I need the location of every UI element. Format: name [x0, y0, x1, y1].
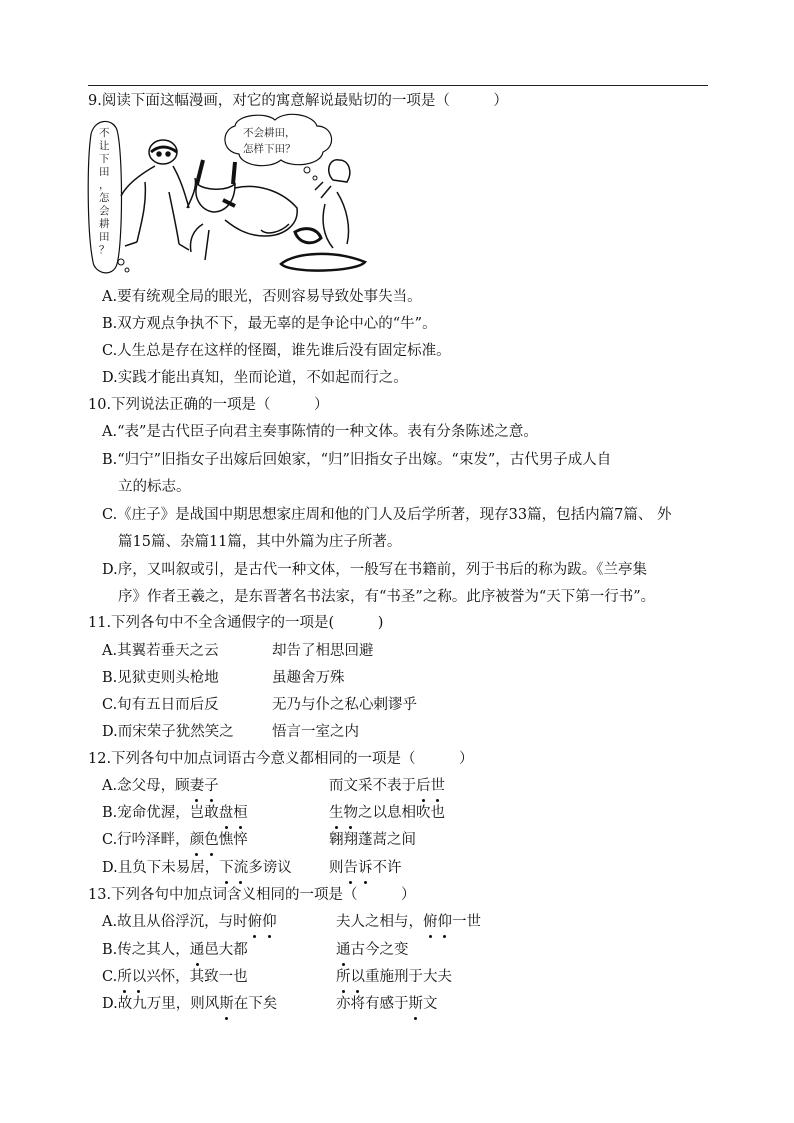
- emphasized-word: 斯: [408, 996, 423, 1012]
- sentence-right: 无乃与仆之私心剌谬乎: [272, 697, 417, 713]
- sentence-right: [336, 940, 409, 960]
- question-9-stem: 9.阅读下面这幅漫画，对它的寓意解说最贴切的一项是（ ）: [88, 93, 508, 109]
- q13-option-c: [102, 967, 452, 987]
- q10-option-line: A.“表”是古代臣子向君主奏事陈情的一种文体。表有分条陈述之意。: [102, 424, 538, 440]
- sentence-right: [329, 830, 416, 850]
- sentence-right: 悟言一室之内: [272, 724, 359, 740]
- emphasized-word: 色: [204, 832, 219, 848]
- text-segment: 翱翔蓬蒿之间: [329, 832, 416, 848]
- left-bubble-char: ，: [99, 179, 110, 191]
- emphasized-word: 通: [189, 942, 205, 958]
- emphasized-word: 以: [350, 969, 365, 985]
- left-bubble-char: ？: [99, 244, 110, 256]
- sentence-left: [102, 832, 248, 848]
- text-segment: A.故且从俗浮沉，与时: [102, 914, 248, 930]
- q9-option-d: D.实践才能出真知，坐而论道，不如起而行之。: [102, 370, 408, 386]
- sentence-right: [329, 776, 445, 796]
- emphasized-word: 所: [117, 969, 132, 985]
- q13-option-a: [102, 912, 481, 932]
- emphasized-word: 物: [343, 805, 358, 821]
- sentence-right: 虽趣舍万殊: [272, 670, 345, 686]
- q10-option-line: 立的标志。: [118, 479, 191, 495]
- emphasized-word: 子: [204, 778, 219, 794]
- left-bubble-char: 下: [99, 153, 110, 165]
- text-segment: 在下矣: [233, 996, 278, 1012]
- seated-figure-drawing: [281, 160, 365, 271]
- q9-option-c: C.人生总是存在这样的怪圈，谁先谁后没有固定标准。: [102, 343, 451, 359]
- sentence-right: [336, 967, 452, 987]
- emphasized-word: 诉: [358, 860, 373, 876]
- emphasized-word: 所: [336, 969, 351, 985]
- sentence-left: [102, 805, 248, 821]
- q11-option-a: [102, 641, 374, 661]
- left-bubble-char: 田: [99, 166, 110, 178]
- left-bubble-char: 怎: [99, 192, 110, 204]
- left-bubble-char: 耕: [99, 218, 110, 230]
- q11-option-c: [102, 695, 417, 715]
- emphasized-word: 下: [219, 860, 234, 876]
- question-12-stem: 12.下列各句中加点词语古今意义都相同的一项是（ ）: [88, 751, 474, 767]
- standing-figure-drawing: [121, 140, 196, 250]
- left-bubble-text: [99, 127, 110, 256]
- emphasized-word: 后: [416, 778, 431, 794]
- sentence-right: [329, 858, 402, 878]
- text-segment: B.传之其人，: [102, 942, 190, 958]
- text-segment: C.行吟泽畔，: [102, 832, 190, 848]
- sentence-left: [102, 969, 248, 985]
- q10-option-line: 篇15篇、杂篇11篇，其中外篇为庄子所著。: [118, 534, 402, 550]
- sentence-left: A.其翼若垂天之云: [102, 643, 219, 659]
- text-segment: 而文采不表于: [329, 778, 416, 794]
- q12-option-b: [102, 803, 445, 823]
- emphasized-word: 通: [336, 942, 351, 958]
- left-bubble-char: 会: [99, 205, 110, 217]
- emphasized-word: 俯: [423, 914, 438, 930]
- text-segment: 邑大都: [204, 942, 248, 958]
- q9-option-a: A.要有统观全局的眼光，否则容易导致处事失当。: [102, 289, 422, 305]
- q12-option-c: [102, 830, 416, 850]
- q10-option-line: D.序，又叫叙或引，是古代一种文体，一般写在书籍前，列于书后的称为跋。《兰亭集: [102, 562, 647, 578]
- left-bubble-char: 不: [99, 127, 110, 139]
- q10-option-line: C.《庄子》是战国中期思想家庄周和他的门人及后学所著，现存33篇，包括内篇7篇、 外: [102, 507, 672, 523]
- q10-option-line: 序》作者王羲之，是东晋著名书法家，有“书圣”之称。此序被誉为“天下第一行书”。: [118, 589, 656, 605]
- sentence-right: [336, 912, 481, 932]
- sentence-left: [102, 860, 292, 876]
- q13-option-b: [102, 940, 409, 960]
- sentence-right: [336, 994, 438, 1014]
- sentence-right: [329, 803, 445, 823]
- right-bubble-line-1: 不会耕田，: [243, 127, 296, 139]
- emphasized-word: 俯: [247, 914, 263, 930]
- emphasized-word: 告: [343, 860, 358, 876]
- emphasized-word: 仰: [262, 914, 277, 930]
- text-segment: 重施刑于大夫: [365, 969, 452, 985]
- sentence-left: [102, 996, 277, 1012]
- sentence-left: D.而宋荣子犹然笑之: [102, 724, 234, 740]
- left-bubble-char: 田: [99, 231, 110, 243]
- question-13-stem: 13.下列各句中加点词含义相同的一项是（ ）: [88, 887, 416, 903]
- emphasized-word: 以: [131, 969, 147, 985]
- text-segment: 古今之变: [350, 942, 409, 958]
- q9-option-b: B.双方观点争执不下，最无辜的是争论中心的“牛”。: [102, 316, 437, 332]
- text-segment: D.故九万里，则风: [102, 996, 220, 1012]
- sentence-right: 却告了相思回避: [272, 643, 374, 659]
- q12-option-a: [102, 776, 445, 796]
- cartoon-illustration: [85, 112, 375, 282]
- emphasized-word: 妻: [189, 778, 205, 794]
- q11-option-b: [102, 668, 345, 688]
- text-segment: 多谤议: [248, 860, 292, 876]
- sentence-left: B.见狱吏则头枪地: [102, 670, 219, 686]
- text-segment: 兴怀，其致一也: [146, 969, 248, 985]
- text-segment: 则: [329, 860, 344, 876]
- emphasized-word: 颜: [189, 832, 205, 848]
- text-segment: 不许: [372, 860, 402, 876]
- emphasized-word: 盘: [218, 805, 234, 821]
- sentence-left: [102, 914, 277, 930]
- text-segment: 亦将有感于: [336, 996, 409, 1012]
- emphasized-word: 桓: [233, 805, 248, 821]
- q13-option-d: [102, 994, 438, 1014]
- emphasized-word: 斯: [219, 996, 234, 1012]
- left-bubble-char: 让: [99, 140, 110, 152]
- q10-option-line: B.“归宁”旧指女子出嫁后回娘家，“归”旧指女子出嫁。“束发”，古代男子成人自: [102, 452, 612, 468]
- text-segment: 憔悴: [218, 832, 248, 848]
- emphasized-word: 世: [430, 778, 445, 794]
- text-segment: C.: [102, 969, 118, 985]
- sentence-left: [102, 778, 219, 794]
- ox-drawing: [191, 160, 298, 260]
- sentence-left: [102, 942, 248, 958]
- sentence-left: C.旬有五日而后反: [102, 697, 219, 713]
- question-10-stem: 10.下列说法正确的一项是（ ）: [88, 397, 329, 413]
- text-segment: 之以息相吹也: [358, 805, 445, 821]
- text-segment: D.且负下未易居，: [102, 860, 220, 876]
- text-segment: B.宠命优渥，岂敢: [102, 805, 219, 821]
- q11-option-d: [102, 722, 359, 742]
- header-rule: [88, 85, 708, 86]
- right-bubble-line-2: 怎样下田？: [243, 143, 296, 155]
- q12-option-d: [102, 858, 402, 878]
- text-segment: 文: [423, 996, 438, 1012]
- emphasized-word: 生: [329, 805, 344, 821]
- question-11-stem: 11.下列各句中不全含通假字的一项是( ): [88, 615, 384, 631]
- emphasized-word: 流: [233, 860, 249, 876]
- text-segment: 夫人之相与，: [336, 914, 423, 930]
- emphasized-word: 仰: [437, 914, 452, 930]
- text-segment: 一世: [452, 914, 481, 930]
- text-segment: A.念父母，顾: [102, 778, 190, 794]
